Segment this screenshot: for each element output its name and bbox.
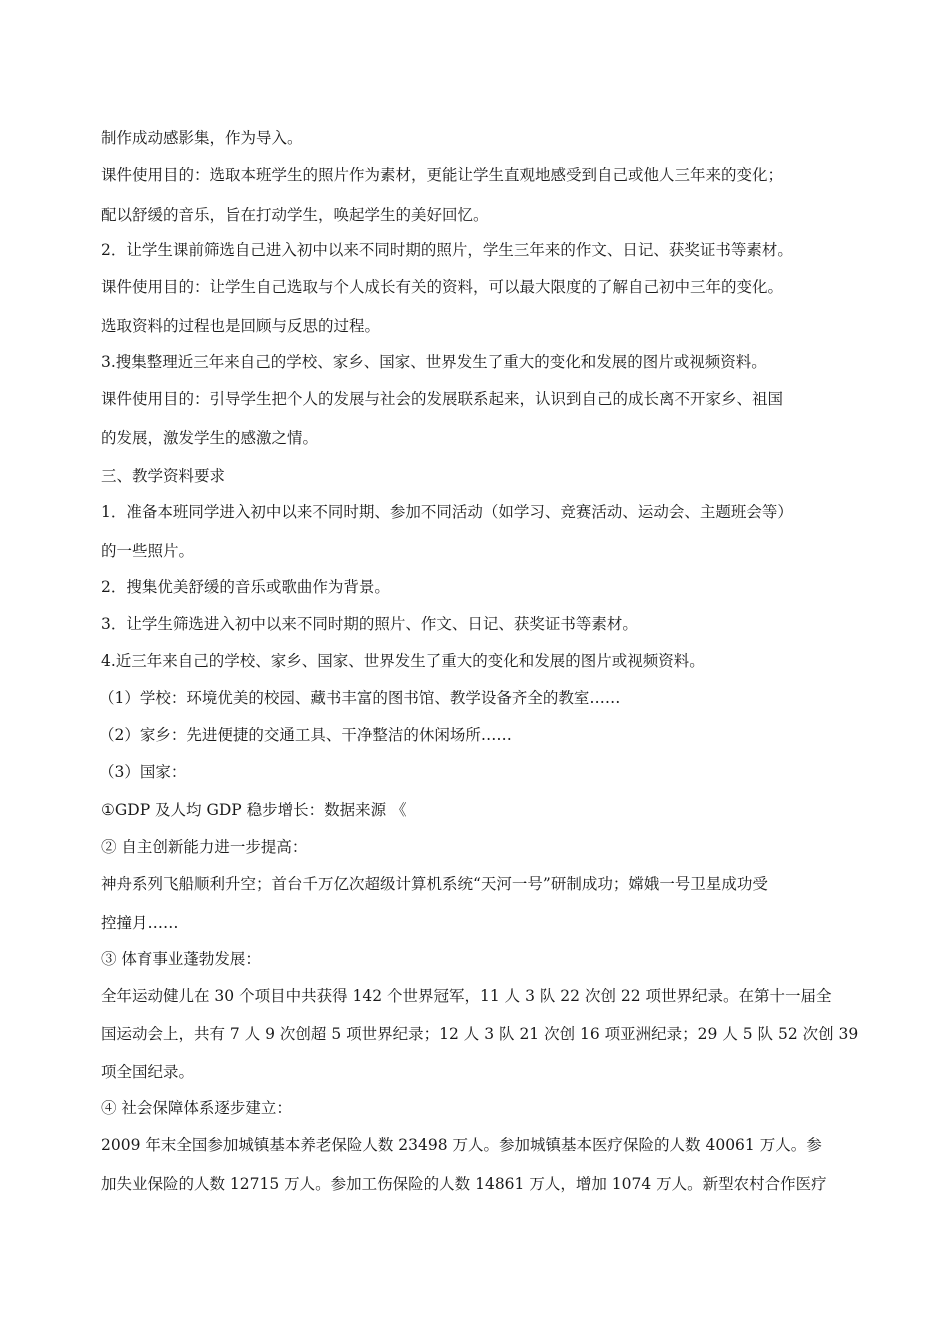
text-line: （2）家乡：先进便捷的交通工具、干净整洁的休闲场所…… (99, 726, 512, 744)
text-line: 神舟系列飞船顺利升空；首台千万亿次超级计算机系统“天河一号”研制成功；嫦娥一号卫星成功受 (101, 875, 768, 893)
text-line: 课件使用目的：让学生自己选取与个人成长有关的资料，可以最大限度的了解自己初中三年的变化。 (101, 278, 784, 296)
text-line: 国运动会上，共有 7 人 9 次创超 5 项世界纪录；12 人 3 队 21 次创 16 项亚洲纪录；29 人 5 队 52 次创 39 (101, 1025, 859, 1043)
text-line: ③ 体育事业蓬勃发展： (101, 950, 261, 968)
text-line: 4.近三年来自己的学校、家乡、国家、世界发生了重大的变化和发展的图片或视频资料。 (101, 652, 705, 670)
text-line: 全年运动健儿在 30 个项目中共获得 142 个世界冠军，11 人 3 队 22 次创 22 项世界纪录。在第十一届全 (101, 987, 832, 1005)
text-line: 的一些照片。 (101, 542, 195, 560)
text-line: 制作成动感影集，作为导入。 (101, 129, 303, 147)
text-line: 的发展，激发学生的感激之情。 (101, 429, 319, 447)
text-line: 选取资料的过程也是回顾与反思的过程。 (101, 317, 381, 335)
text-line: 配以舒缓的音乐，旨在打动学生，唤起学生的美好回忆。 (101, 206, 489, 224)
text-line: （3）国家： (99, 763, 187, 781)
text-line: 控撞月…… (101, 914, 179, 932)
section-heading: 三、教学资料要求 (101, 467, 226, 485)
text-line: 2．让学生课前筛选自己进入初中以来不同时期的照片，学生三年来的作文、日记、获奖证书等素材。 (101, 241, 793, 259)
text-line: 课件使用目的：选取本班学生的照片作为素材，更能让学生直观地感受到自己或他人三年来的变化； (101, 166, 784, 184)
text-line: 3.搜集整理近三年来自己的学校、家乡、国家、世界发生了重大的变化和发展的图片或视频资料。 (101, 353, 767, 371)
text-line: 1．准备本班同学进入初中以来不同时期、参加不同活动（如学习、竞赛活动、运动会、主题班会等） (101, 503, 793, 521)
text-line: 加失业保险的人数 12715 万人。参加工伤保险的人数 14861 万人，增加 1074 万人。新型农村合作医疗 (101, 1175, 827, 1193)
text-line: 2009 年末全国参加城镇基本养老保险人数 23498 万人。参加城镇基本医疗保险的人数 40061 万人。参 (101, 1136, 822, 1154)
text-line: （1）学校：环境优美的校园、藏书丰富的图书馆、教学设备齐全的教室…… (99, 689, 621, 707)
text-line: ④ 社会保障体系逐步建立： (101, 1099, 292, 1117)
text-line: 3．让学生筛选进入初中以来不同时期的照片、作文、日记、获奖证书等素材。 (101, 615, 638, 633)
text-line: ①GDP 及人均 GDP 稳步增长：数据来源 《 (101, 801, 407, 819)
text-line: ② 自主创新能力进一步提高： (101, 838, 308, 856)
text-line: 2．搜集优美舒缓的音乐或歌曲作为背景。 (101, 578, 390, 596)
text-line: 课件使用目的：引导学生把个人的发展与社会的发展联系起来，认识到自己的成长离不开家乡、祖国 (101, 390, 784, 408)
text-line: 项全国纪录。 (101, 1063, 195, 1081)
